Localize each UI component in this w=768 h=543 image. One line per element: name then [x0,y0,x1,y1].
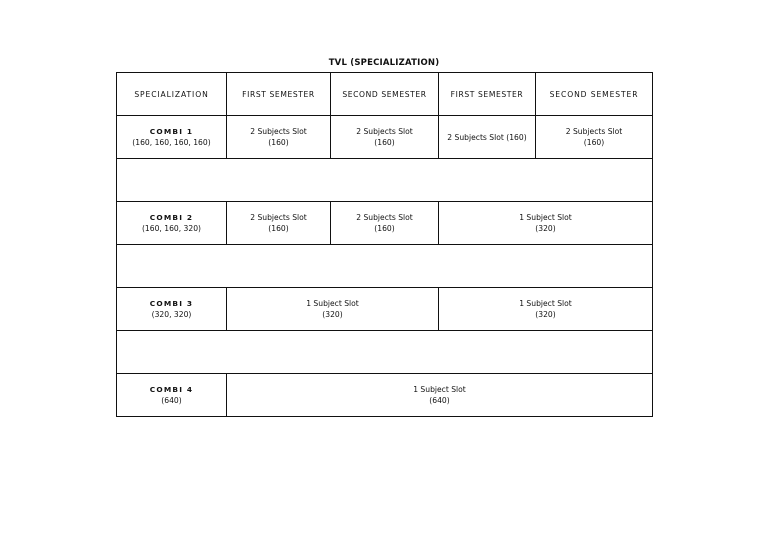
slot-cell [227,116,331,159]
spacer-row [117,245,653,288]
slot-cell [439,288,653,331]
header-first-semester: FIRST SEMESTER [227,73,331,116]
empty-row-cell [117,245,653,288]
table-header-row [117,73,653,116]
combi-detail: (640) [161,396,182,405]
slot-label: 2 Subjects Slot [250,213,307,222]
combi-label: COMBI 2 [149,213,194,222]
slot-label: 1 Subject Slot [519,299,572,308]
slot-label: 2 Subjects Slot [356,213,413,222]
header-specialization: SPECIALIZATION [117,73,227,116]
combi-cell [117,116,227,159]
slot-cell [227,202,331,245]
combi-label: COMBI 1 [149,127,194,136]
document-title: TVL (SPECIALIZATION) [328,58,440,68]
table-row [117,116,653,159]
combi-cell [117,374,227,417]
slot-value: (320) [535,224,556,233]
table-row [117,202,653,245]
spacer-row [117,331,653,374]
slot-value: (160) [268,224,289,233]
slot-cell [536,116,653,159]
slot-label: 2 Subjects Slot (160) [447,132,527,142]
slot-value: (160) [583,138,605,147]
table-row [117,374,653,417]
combi-label: COMBI 3 [149,299,194,308]
specialization-table [116,72,653,417]
spacer-row [117,159,653,202]
slot-label: 1 Subject Slot [306,299,359,308]
combi-cell [117,288,227,331]
slot-label: 2 Subjects Slot [356,127,413,136]
combi-label: COMBI 4 [149,385,194,394]
slot-label: 2 Subjects Slot [250,127,307,136]
combi-cell [117,202,227,245]
slot-cell [227,288,439,331]
slot-value: (640) [429,396,450,405]
slot-label: 1 Subject Slot [519,213,572,222]
slot-label: 2 Subjects Slot [565,127,623,136]
slot-cell [439,202,653,245]
header-first-semester: FIRST SEMESTER [439,73,536,116]
empty-row-cell [117,159,653,202]
combi-detail: (160, 160, 160, 160) [132,138,211,147]
slot-cell [439,116,536,159]
slot-value: (160) [374,138,395,147]
slot-value: (320) [535,310,556,319]
header-second-semester: SECOND SEMESTER [331,73,439,116]
slot-cell [331,202,439,245]
empty-row-cell [117,331,653,374]
table-row [117,288,653,331]
slot-cell [227,374,653,417]
slot-value: (160) [268,138,289,147]
slot-label: 1 Subject Slot [413,385,466,394]
slot-value: (320) [322,310,343,319]
header-second-semester: SECOND SEMESTER [536,73,653,116]
combi-detail: (320, 320) [151,310,192,319]
slot-value: (160) [374,224,395,233]
combi-detail: (160, 160, 320) [141,224,202,233]
slot-cell [331,116,439,159]
